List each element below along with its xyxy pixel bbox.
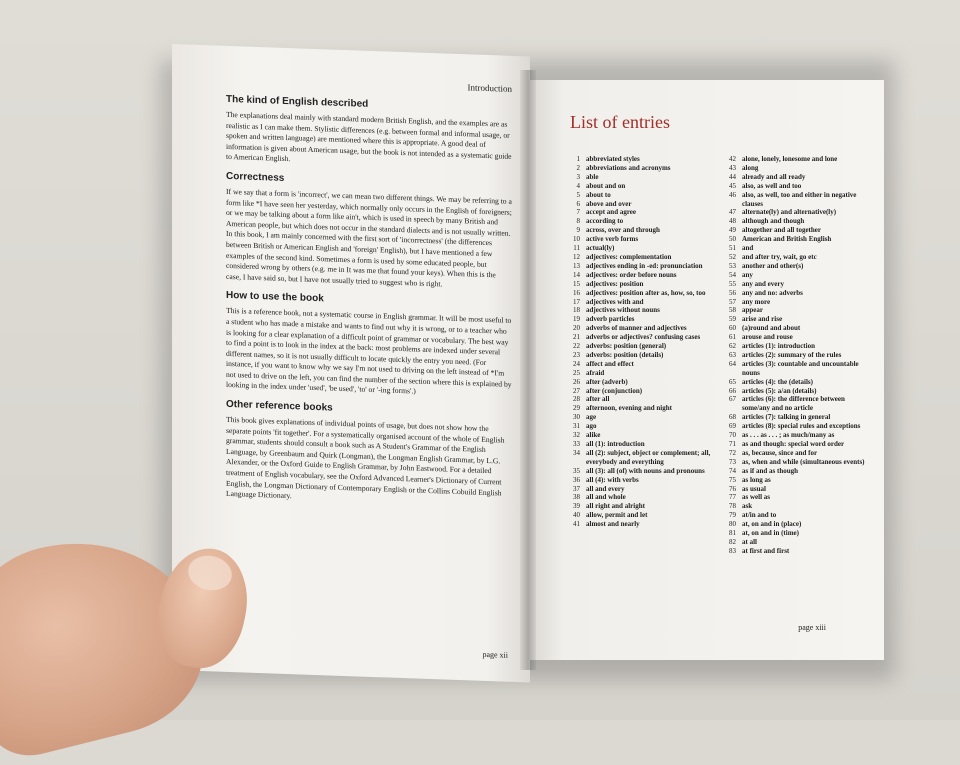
entry-row bbox=[722, 476, 870, 485]
entry-title: as usual bbox=[742, 484, 766, 493]
entry-row bbox=[566, 476, 714, 485]
entry-number: 31 bbox=[573, 422, 580, 431]
entry-row bbox=[722, 271, 870, 280]
entry-number: 15 bbox=[573, 279, 580, 288]
entry-row bbox=[566, 369, 714, 378]
section-heading-kind-of-english: The kind of English described bbox=[226, 93, 369, 110]
entry-row bbox=[722, 413, 870, 422]
entry-row bbox=[566, 449, 714, 467]
entries-column-left bbox=[566, 155, 714, 556]
entry-title: as well as bbox=[742, 493, 770, 502]
entry-title: any more bbox=[742, 297, 771, 306]
entry-title: active verb forms bbox=[586, 235, 639, 244]
entry-number: 79 bbox=[729, 511, 736, 520]
entry-title: all (2): subject, object or complement; all, everybody and everything bbox=[586, 448, 711, 466]
entry-number: 58 bbox=[729, 306, 736, 315]
entry-row bbox=[566, 280, 714, 289]
entry-number: 2 bbox=[576, 163, 580, 172]
entry-number: 25 bbox=[573, 368, 580, 377]
entry-row bbox=[722, 467, 870, 476]
entry-title: adverbs: position (details) bbox=[586, 350, 664, 359]
entry-number: 39 bbox=[573, 502, 580, 511]
entry-number: 16 bbox=[573, 288, 580, 297]
entry-title: articles (1): introduction bbox=[742, 342, 815, 351]
entry-title: allow, permit and let bbox=[586, 511, 648, 520]
entry-row bbox=[722, 440, 870, 449]
entry-row bbox=[566, 155, 714, 164]
entry-row bbox=[566, 200, 714, 209]
entry-number: 8 bbox=[576, 217, 580, 226]
entry-row bbox=[566, 191, 714, 200]
entry-row bbox=[566, 182, 714, 191]
entry-title: afraid bbox=[586, 368, 605, 377]
entry-title: articles (7): talking in general bbox=[742, 413, 831, 422]
entry-title: American and British English bbox=[742, 235, 832, 244]
entry-row bbox=[722, 458, 870, 467]
entry-row bbox=[566, 485, 714, 494]
entry-title: after all bbox=[586, 395, 610, 404]
entry-row bbox=[566, 493, 714, 502]
entry-row bbox=[566, 511, 714, 520]
entry-number: 37 bbox=[573, 484, 580, 493]
entry-title: also, as well, too and either in negative clauses bbox=[742, 190, 857, 208]
entry-title: adjectives: position after as, how, so, too bbox=[586, 288, 706, 297]
entry-number: 34 bbox=[573, 448, 580, 457]
entry-number: 52 bbox=[729, 252, 736, 261]
entry-title: all (4): with verbs bbox=[586, 475, 639, 484]
entry-number: 55 bbox=[729, 279, 736, 288]
entry-number: 22 bbox=[573, 342, 580, 351]
entry-row bbox=[722, 538, 870, 547]
entry-number: 69 bbox=[729, 422, 736, 431]
entry-title: articles (5): a/an (details) bbox=[742, 386, 817, 395]
entry-row bbox=[722, 511, 870, 520]
entry-title: articles (8): special rules and exceptions bbox=[742, 422, 861, 431]
entry-row bbox=[566, 440, 714, 449]
entry-title: as and though: special word order bbox=[742, 440, 845, 448]
entry-number: 47 bbox=[729, 208, 736, 217]
entry-number: 82 bbox=[729, 537, 736, 546]
entry-number: 72 bbox=[729, 448, 736, 457]
entry-title: almost and nearly bbox=[586, 520, 640, 529]
entry-title: age bbox=[586, 413, 597, 422]
entry-title: articles (3): countable and uncountable nouns bbox=[742, 359, 859, 377]
entry-number: 78 bbox=[729, 502, 736, 511]
entry-title: and bbox=[742, 244, 754, 253]
entry-number: 61 bbox=[729, 333, 736, 342]
entry-title: alone, lonely, lonesome and lone bbox=[742, 155, 838, 163]
entry-title: articles (4): the (details) bbox=[742, 377, 813, 386]
entry-row bbox=[566, 271, 714, 280]
section-heading-other-reference-books: Other reference books bbox=[226, 398, 333, 414]
entry-row bbox=[722, 360, 870, 378]
entry-row bbox=[722, 520, 870, 529]
entry-title: at first and first bbox=[742, 546, 790, 555]
entry-number: 21 bbox=[573, 333, 580, 342]
entry-number: 81 bbox=[729, 529, 736, 538]
entry-number: 49 bbox=[729, 226, 736, 235]
entry-title: appear bbox=[742, 306, 763, 315]
entry-number: 14 bbox=[573, 270, 580, 279]
running-head: Introduction bbox=[467, 82, 512, 94]
entry-number: 45 bbox=[729, 181, 736, 190]
entry-number: 18 bbox=[573, 306, 580, 315]
entry-number: 43 bbox=[729, 163, 736, 172]
entry-number: 74 bbox=[729, 466, 736, 475]
entry-number: 62 bbox=[729, 342, 736, 351]
entry-title: ask bbox=[742, 502, 753, 511]
entry-number: 67 bbox=[729, 395, 736, 404]
entry-number: 30 bbox=[573, 413, 580, 422]
entry-title: as long as bbox=[742, 475, 771, 484]
entry-title: articles (2): summary of the rules bbox=[742, 350, 842, 359]
entry-row bbox=[566, 262, 714, 271]
entry-row bbox=[566, 244, 714, 253]
entry-number: 9 bbox=[576, 226, 580, 235]
list-of-entries-title: List of entries bbox=[570, 112, 670, 132]
entry-row bbox=[566, 217, 714, 226]
entry-title: any bbox=[742, 270, 753, 279]
entry-row bbox=[722, 182, 870, 191]
entry-number: 3 bbox=[576, 172, 580, 181]
entry-title: adjectives: position bbox=[586, 279, 644, 288]
entry-number: 68 bbox=[729, 413, 736, 422]
entry-number: 46 bbox=[729, 190, 736, 199]
entry-number: 42 bbox=[729, 155, 736, 163]
entry-title: abbreviated styles bbox=[586, 155, 640, 163]
entry-title: at all bbox=[742, 537, 757, 546]
entry-number: 73 bbox=[729, 457, 736, 466]
entry-number: 38 bbox=[573, 493, 580, 502]
entry-row bbox=[722, 342, 870, 351]
entry-number: 12 bbox=[573, 252, 580, 261]
entry-title: along bbox=[742, 163, 759, 172]
entry-title: as if and as though bbox=[742, 466, 799, 475]
entry-row bbox=[566, 315, 714, 324]
entry-number: 36 bbox=[573, 475, 580, 484]
entry-title: at, on and in (time) bbox=[742, 529, 799, 538]
entry-number: 53 bbox=[729, 261, 736, 270]
entry-number: 19 bbox=[573, 315, 580, 324]
entry-number: 11 bbox=[573, 244, 580, 253]
entry-number: 28 bbox=[573, 395, 580, 404]
entry-number: 77 bbox=[729, 493, 736, 502]
entry-number: 75 bbox=[729, 475, 736, 484]
section-body-other-reference-books: This book gives explanations of individual points of usage, but does not show how the separate points 'fit together'. For a systematically organised account of the whole of English grammar, students should consult a book such as A Student's Grammar of the English Language, by Greenbaum and Quirk (Longman), the Longman English Grammar, by L.G. Alexander, or the Oxford Guide to English Grammar, by John Eastwood. For a detailed treatment of English vocabulary, see the Oxford Advanced Learner's Dictionary of Current English, the Longman Dictionary of Contemporary English or the Collins Cobuild English Language Dictionary. bbox=[226, 414, 505, 501]
entry-row bbox=[722, 280, 870, 289]
entry-title: across, over and through bbox=[586, 226, 660, 235]
entry-row bbox=[566, 253, 714, 262]
entry-row bbox=[722, 289, 870, 298]
entry-number: 65 bbox=[729, 377, 736, 386]
entry-number: 70 bbox=[729, 431, 736, 440]
entry-title: (a)round and about bbox=[742, 324, 801, 333]
entry-title: above and over bbox=[586, 199, 632, 208]
entry-title: all (1): introduction bbox=[586, 440, 645, 448]
entry-number: 54 bbox=[729, 270, 736, 279]
entry-title: all and whole bbox=[586, 493, 626, 502]
entry-row bbox=[722, 387, 870, 396]
entry-row bbox=[722, 217, 870, 226]
entry-title: any and every bbox=[742, 279, 784, 288]
entry-title: adjectives: order before nouns bbox=[586, 270, 677, 279]
entry-row bbox=[566, 360, 714, 369]
entry-row bbox=[566, 467, 714, 476]
entry-row bbox=[722, 547, 870, 556]
entry-row bbox=[566, 387, 714, 396]
entry-row bbox=[566, 289, 714, 298]
entry-title: although and though bbox=[742, 217, 805, 226]
section-heading-how-to-use: How to use the book bbox=[226, 290, 324, 305]
entry-row bbox=[566, 333, 714, 342]
entry-number: 23 bbox=[573, 350, 580, 359]
entry-row bbox=[566, 395, 714, 404]
entry-row bbox=[722, 244, 870, 253]
entry-number: 50 bbox=[729, 235, 736, 244]
entry-number: 66 bbox=[729, 386, 736, 395]
entry-title: as, when and while (simultaneous events) bbox=[742, 457, 865, 466]
entry-title: at, on and in (place) bbox=[742, 520, 802, 529]
entry-row bbox=[566, 378, 714, 387]
entry-title: all right and alright bbox=[586, 502, 645, 511]
entry-row bbox=[722, 485, 870, 494]
entry-title: about and on bbox=[586, 181, 626, 190]
entry-title: arise and rise bbox=[742, 315, 783, 324]
entry-row bbox=[722, 395, 870, 413]
entry-title: arouse and rouse bbox=[742, 333, 793, 342]
entry-number: 60 bbox=[729, 324, 736, 333]
entry-row bbox=[722, 253, 870, 262]
entry-row bbox=[722, 262, 870, 271]
entry-row bbox=[722, 493, 870, 502]
entry-title: about to bbox=[586, 190, 611, 199]
entry-row bbox=[566, 306, 714, 315]
entry-number: 35 bbox=[573, 466, 580, 475]
entry-row bbox=[722, 529, 870, 538]
entry-number: 29 bbox=[573, 404, 580, 413]
entry-number: 64 bbox=[729, 359, 736, 368]
entry-title: able bbox=[586, 172, 599, 181]
entry-row bbox=[722, 155, 870, 164]
entry-row bbox=[566, 208, 714, 217]
section-heading-correctness: Correctness bbox=[226, 170, 285, 184]
entry-number: 17 bbox=[573, 297, 580, 306]
entry-title: and after try, wait, go etc bbox=[742, 252, 817, 261]
entry-number: 26 bbox=[573, 377, 580, 386]
entry-row bbox=[566, 351, 714, 360]
entry-number: 10 bbox=[573, 235, 580, 244]
entry-row bbox=[722, 431, 870, 440]
entry-row bbox=[722, 235, 870, 244]
entry-title: after (conjunction) bbox=[586, 386, 643, 395]
entry-title: all (3): all (of) with nouns and pronouns bbox=[586, 466, 705, 475]
entry-row bbox=[566, 413, 714, 422]
entry-number: 76 bbox=[729, 484, 736, 493]
entry-number: 33 bbox=[573, 440, 580, 448]
book-gutter bbox=[520, 70, 536, 670]
entry-title: according to bbox=[586, 217, 624, 226]
section-body-kind-of-english: The explanations deal mainly with standard modern British English, and the examples are as realistic as I can make them. Stylistic differences (e.g. between formal and informal usage, or spoken and written language) are mentioned where this is appropriate. A good deal of information is given about American usage, but the book is not intended as a systematic guide to American English. bbox=[226, 109, 512, 164]
entry-row bbox=[722, 191, 870, 209]
entry-number: 20 bbox=[573, 324, 580, 333]
entry-title: ago bbox=[586, 422, 597, 431]
entry-title: adjectives ending in -ed: pronunciation bbox=[586, 261, 703, 270]
entry-title: adjectives without nouns bbox=[586, 306, 660, 315]
entry-row bbox=[722, 502, 870, 511]
entry-number: 51 bbox=[729, 244, 736, 253]
entry-row bbox=[566, 324, 714, 333]
entry-title: all and every bbox=[586, 484, 625, 493]
entry-title: at/in and to bbox=[742, 511, 777, 520]
right-page bbox=[528, 80, 884, 660]
entry-number: 48 bbox=[729, 217, 736, 226]
entry-title: as, because, since and for bbox=[742, 448, 818, 457]
entry-row bbox=[722, 315, 870, 324]
entry-title: alternate(ly) and alternative(ly) bbox=[742, 208, 837, 217]
entry-row bbox=[566, 226, 714, 235]
entry-title: already and all ready bbox=[742, 172, 806, 181]
entry-number: 32 bbox=[573, 431, 580, 440]
entry-title: adverbs: position (general) bbox=[586, 342, 667, 351]
entry-title: as . . . as . . . ; as much/many as bbox=[742, 431, 835, 440]
entry-row bbox=[722, 298, 870, 307]
entry-number: 24 bbox=[573, 359, 580, 368]
entry-row bbox=[722, 378, 870, 387]
entry-number: 71 bbox=[729, 440, 736, 448]
entry-title: another and other(s) bbox=[742, 261, 804, 270]
entry-title: after (adverb) bbox=[586, 377, 628, 386]
entry-number: 7 bbox=[576, 208, 580, 217]
entry-number: 59 bbox=[729, 315, 736, 324]
entries-columns bbox=[566, 155, 870, 556]
entry-number: 6 bbox=[576, 199, 580, 208]
entry-row bbox=[566, 431, 714, 440]
entry-row bbox=[566, 298, 714, 307]
entry-number: 41 bbox=[573, 520, 580, 529]
entry-row bbox=[566, 520, 714, 529]
entry-number: 40 bbox=[573, 511, 580, 520]
entry-title: adverbs of manner and adjectives bbox=[586, 324, 687, 333]
entry-title: also, as well and too bbox=[742, 181, 802, 190]
left-page-number: page xii bbox=[482, 649, 508, 660]
entry-row bbox=[566, 235, 714, 244]
entry-title: any and no: adverbs bbox=[742, 288, 803, 297]
entry-row bbox=[722, 173, 870, 182]
right-page-number: page xiii bbox=[798, 623, 826, 632]
entry-row bbox=[722, 164, 870, 173]
entry-row bbox=[722, 333, 870, 342]
entry-title: affect and effect bbox=[586, 359, 634, 368]
entry-title: articles (6): the difference between some/any and no article bbox=[742, 395, 845, 413]
entry-title: altogether and all together bbox=[742, 226, 821, 235]
entry-number: 5 bbox=[576, 190, 580, 199]
entry-number: 56 bbox=[729, 288, 736, 297]
entry-title: actual(ly) bbox=[586, 244, 615, 253]
entry-number: 44 bbox=[729, 172, 736, 181]
entry-number: 63 bbox=[729, 350, 736, 359]
section-body-how-to-use: This is a reference book, not a systematic course in English grammar. It will be most useful to a student who has made a mistake and wants to find out why it is wrong, or to a teacher who is looking for a clear explanation of a difficult point of grammar or vocabulary. The best way to find a point is to look in the index at the back: most problems are indexed under several different names, so it is not usually difficult to locate quickly the entry you need. (For instance, if you want to know why we say I'm not used to driving on the left instead of *I'm not used to drive on the left, you can find the number of the section where this is explained by looking in the index under 'used', 'be used', 'to' or '-ing forms'.) bbox=[226, 306, 512, 396]
entry-number: 80 bbox=[729, 520, 736, 529]
entry-row bbox=[722, 422, 870, 431]
entry-title: alike bbox=[586, 431, 601, 440]
entry-row bbox=[566, 342, 714, 351]
entry-row bbox=[566, 502, 714, 511]
entry-row bbox=[722, 351, 870, 360]
entry-row bbox=[566, 404, 714, 413]
entry-row bbox=[722, 226, 870, 235]
entry-row bbox=[722, 324, 870, 333]
entry-number: 4 bbox=[576, 181, 580, 190]
entries-column-right bbox=[722, 155, 870, 556]
entry-row bbox=[722, 208, 870, 217]
entry-number: 83 bbox=[729, 546, 736, 555]
entry-number: 13 bbox=[573, 261, 580, 270]
entry-title: adverbs or adjectives? confusing cases bbox=[586, 333, 701, 342]
entry-row bbox=[722, 449, 870, 458]
entry-title: adjectives: complementation bbox=[586, 252, 672, 261]
entry-title: afternoon, evening and night bbox=[586, 404, 672, 413]
entry-row bbox=[566, 422, 714, 431]
entry-title: adjectives with and bbox=[586, 297, 644, 306]
entry-title: accept and agree bbox=[586, 208, 637, 217]
section-body-correctness: If we say that a form is 'incorrect', we can mean two different things. We may be referring to a form like *I have seen her yesterday, which normally only occurs in the English of foreigners; or we may be talking about a form like ain't, which is used in speech by many British and American people, but which does not occur in the standard dialects and is not usually written. In this book, I am mainly concerned with the first sort of 'incorrectness' (the differences between British or American English and 'foreign' English), but I have mentioned a few examples of the second kind. Sometimes a form is used by some educated people, but considered wrong by others (e.g. me in It was me that found your keys). When this is the case, I have said so, but I have not usually tried to suggest who is right. bbox=[226, 186, 512, 289]
entry-title: adverb particles bbox=[586, 315, 635, 324]
entry-row bbox=[566, 164, 714, 173]
entry-number: 27 bbox=[573, 386, 580, 395]
entry-row bbox=[566, 173, 714, 182]
entry-number: 1 bbox=[576, 155, 580, 163]
entry-title: abbreviations and acronyms bbox=[586, 163, 671, 172]
entry-row bbox=[722, 306, 870, 315]
entry-number: 57 bbox=[729, 297, 736, 306]
